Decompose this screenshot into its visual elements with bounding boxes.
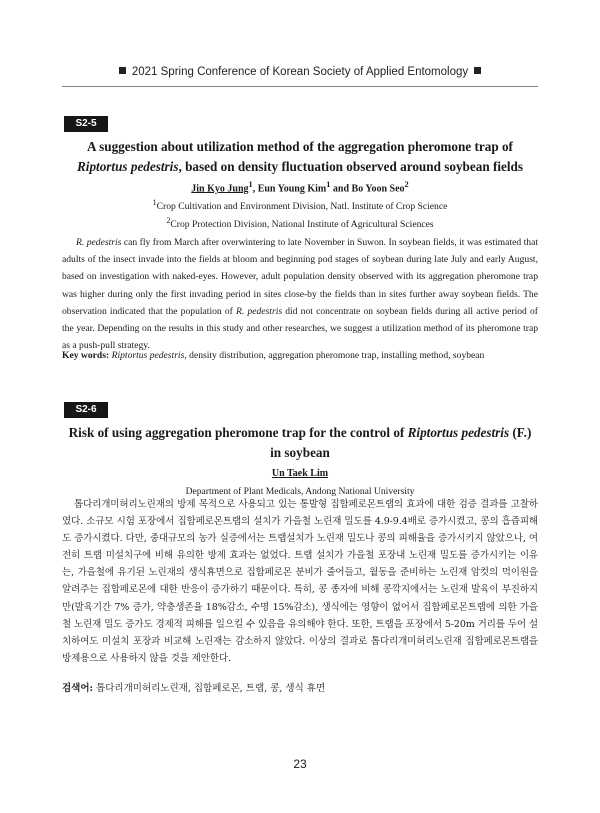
session-code-badge: S2-5	[64, 116, 108, 132]
abstract-body: 톱다리개미허리노린재의 방제 목적으로 사용되고 있는 통발형 집합페로몬트랩의 효과에 대한 검증 결과를 고찰하였다. 소규모 시험 포장에서 집합페로몬트랩의 설치가 가을철 노린재 밀도를 4.9-9.4배로 증가시켰고, 콩의 흡즙피해도 증가시켰다. 다만, 중대규모의 농가 실증에서는 트랩설치가 노린재 밀도나 콩의 피해율을 증가시키지 않았으나, 여전히 트랩 미설치구에 비해 유의한 방제 효과는 없었다. 트랩 설치가 가을철 포장내 노린재 밀도를 증가시키는 이유는, 가을철에 유기된 노린재의 생식휴면으로 집합페로몬 분비가 줄어들고, 월동을 준비하는 노린재 암컷의 먹이원을 알려주는 집합페로몬에 대한 반응이 증가하기 때문이다. 특히, 콩 종자에 비해 콩깍지에서는 노린재 발육이 부진하지만(발육기간 7% 증가, 약충생존율 18%감소, 수명 15%감소), 생식에는 영향이 없어서 집합페로몬트랩에 의한 가을철 노린재 밀도 증가도 경제적 피해를 일으킬 수 있음을 유의해야 한다. 또한, 트랩을 포장에서 5-20m 거리를 두어 설치하여도 미설치 포장과 비교해 노린재는 감소하지 않았다. 이상의 결과로 톱다리개미허리노린재 집합페로몬트랩을 방제용으로 사용하지 않을 것을 제안한다.	[62, 499, 538, 664]
page-number: 23	[293, 757, 307, 771]
title-species: Riptortus pedestris	[76, 159, 179, 174]
affiliation-superscript: 1	[152, 198, 157, 207]
session-code-badge: S2-6	[64, 402, 108, 418]
square-bullet-icon	[474, 67, 481, 74]
keyword-species: Riptortus pedestris	[111, 350, 185, 361]
title-text: Risk of using aggregation pheromone trap for the control of	[68, 425, 408, 440]
abstract-title	[62, 423, 538, 463]
keywords-text: 톱다리개미허리노린재, 집합페로몬, 트랩, 콩, 생식 휴면	[93, 683, 326, 694]
keywords-label: Key words:	[62, 350, 110, 361]
author-superscript: 1	[326, 180, 331, 189]
keywords	[62, 350, 538, 361]
conference-title: 2021 Spring Conference of Korean Society of Applied Entomology	[131, 66, 469, 78]
keywords-text: , density distribution, aggregation pheromone trap, installing method, soybean	[184, 350, 485, 361]
author-name: Eun Young Kim	[257, 183, 327, 195]
affiliation-text: Crop Protection Division, National Institute of Agricultural Sciences	[170, 219, 434, 231]
affiliation-text: Crop Cultivation and Environment Division, Natl. Institute of Crop Science	[156, 201, 448, 213]
abstract-text: did not concentrate on soybean fields during all active period of the year. Depending on the results in this study and other researches, we suggest a utilization method of its pheromone trap as a push-pull strategy.	[62, 305, 538, 352]
author-line: Jin Kyo Jung$^1$, Eun Young Kim$^1$ and Bo Yoon Seo$^2$	[191, 180, 409, 195]
author-superscript: 2	[404, 180, 409, 189]
abstract-body	[62, 234, 538, 354]
affiliation-1	[62, 196, 538, 214]
header-rule	[62, 86, 538, 87]
presenting-author: Un Taek Lim	[271, 468, 329, 479]
affiliation-2	[62, 214, 538, 232]
square-bullet-icon	[119, 67, 126, 74]
presenting-author: Jin Kyo Jung	[191, 183, 249, 195]
affiliations	[62, 196, 538, 232]
species-name: R. pedestris	[236, 305, 283, 317]
title-text: , based on density fluctuation observed around soybean fields	[178, 159, 524, 174]
species-name: R. pedestris	[76, 237, 122, 248]
keywords-label: 검색어:	[62, 683, 94, 694]
affiliation-superscript: 2	[166, 216, 171, 226]
title-species: Riptortus pedestris	[407, 425, 510, 440]
author-line	[62, 468, 538, 479]
abstract-text: can fly from March after overwintering to late November in Suwon. In soybean fields, it was estimated that adults of the insect invade into the fields at bloom and beginning pod stages of soybean during late July and early August, based on investigation with naked-eyes. However, adult population density observed with its aggregation pheromone trap was higher during only the first invading period in sites close-by the fields than in sites further away soybean fields. The observation indicated that the population of	[62, 237, 538, 317]
title-text: A suggestion about utilization method of the aggregation pheromone trap of	[87, 139, 513, 154]
abstract-title	[62, 137, 538, 177]
author-name: Bo Yoon Seo	[351, 183, 405, 195]
author-superscript: 1	[248, 180, 253, 189]
author-conjunction: and	[330, 183, 352, 195]
running-header	[0, 66, 600, 78]
title-text: (F.) in soybean	[270, 425, 532, 460]
keywords	[62, 680, 538, 694]
affiliation: Department of Plant Medicals, Andong National University	[185, 486, 415, 497]
